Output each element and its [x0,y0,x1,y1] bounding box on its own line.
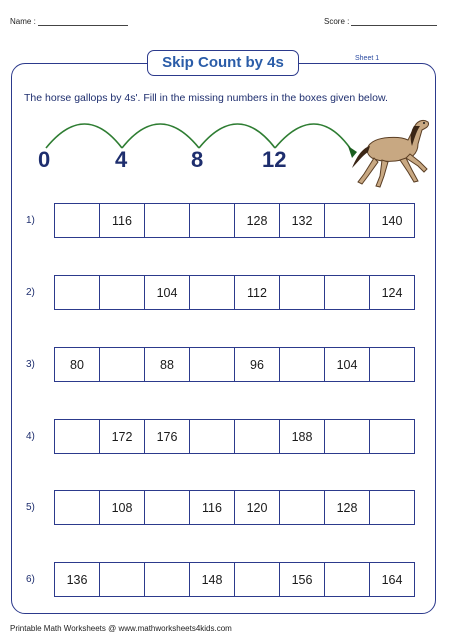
blank-answer-box[interactable] [189,275,235,310]
row-number: 3) [26,359,35,370]
answer-boxes [54,203,415,238]
blank-answer-box[interactable] [279,347,325,382]
given-number-box: 116 [99,203,145,238]
blank-answer-box[interactable] [189,347,235,382]
given-number-box: 148 [189,562,235,597]
blank-answer-box[interactable] [144,490,190,525]
answer-boxes [54,419,415,454]
given-number-box: 88 [144,347,190,382]
blank-answer-box[interactable] [99,275,145,310]
row-number: 1) [26,215,35,226]
blank-answer-box[interactable] [144,562,190,597]
blank-answer-box[interactable] [234,419,280,454]
blank-answer-box[interactable] [279,275,325,310]
sequence-number: 8 [191,147,204,172]
blank-answer-box[interactable] [99,562,145,597]
given-number-box: 156 [279,562,325,597]
blank-answer-box[interactable] [144,203,190,238]
given-number-box: 120 [234,490,280,525]
given-number-box: 80 [54,347,100,382]
arc-3 [199,124,275,148]
given-number-box: 108 [99,490,145,525]
blank-answer-box[interactable] [369,419,415,454]
sequence-number: 0 [38,147,51,172]
sheet-label: Sheet 1 [355,55,380,62]
blank-answer-box[interactable] [54,275,100,310]
row-number: 5) [26,502,35,513]
blank-answer-box[interactable] [54,490,100,525]
name-label: Name : [10,17,36,26]
row-number: 6) [26,574,35,585]
given-number-box: 128 [234,203,280,238]
blank-answer-box[interactable] [54,419,100,454]
blank-answer-box[interactable] [279,490,325,525]
blank-answer-box[interactable] [324,419,370,454]
blank-answer-box[interactable] [324,275,370,310]
given-number-box: 172 [99,419,145,454]
given-number-box: 104 [144,275,190,310]
given-number-box: 96 [234,347,280,382]
arc-1 [46,124,122,148]
answer-boxes [54,562,415,597]
blank-answer-box[interactable] [189,419,235,454]
given-number-box: 176 [144,419,190,454]
given-number-box: 132 [279,203,325,238]
horse-icon [348,110,432,190]
instructions: The horse gallops by 4s'. Fill in the missing numbers in the boxes given below. [24,92,388,104]
answer-boxes [54,490,415,525]
score-label: Score : [324,17,350,26]
answer-boxes [54,275,415,310]
answer-boxes [54,347,415,382]
blank-answer-box[interactable] [54,203,100,238]
blank-answer-box[interactable] [189,203,235,238]
sequence-number: 4 [115,147,128,172]
blank-answer-box[interactable] [369,347,415,382]
sequence-number: 12 [262,147,287,172]
given-number-box: 112 [234,275,280,310]
given-number-box: 164 [369,562,415,597]
arc-2 [122,124,199,148]
given-number-box: 140 [369,203,415,238]
given-number-box: 136 [54,562,100,597]
row-number: 4) [26,431,35,442]
worksheet-title: Skip Count by 4s [147,50,299,76]
blank-answer-box[interactable] [234,562,280,597]
blank-answer-box[interactable] [99,347,145,382]
blank-answer-box[interactable] [324,562,370,597]
footer-credit: Printable Math Worksheets @ www.mathworksheets4kids.com [10,624,232,633]
blank-answer-box[interactable] [324,203,370,238]
given-number-box: 188 [279,419,325,454]
blank-answer-box[interactable] [369,490,415,525]
given-number-box: 104 [324,347,370,382]
given-number-box: 128 [324,490,370,525]
arc-4 [275,124,350,148]
given-number-box: 116 [189,490,235,525]
row-number: 2) [26,287,35,298]
given-number-box: 124 [369,275,415,310]
